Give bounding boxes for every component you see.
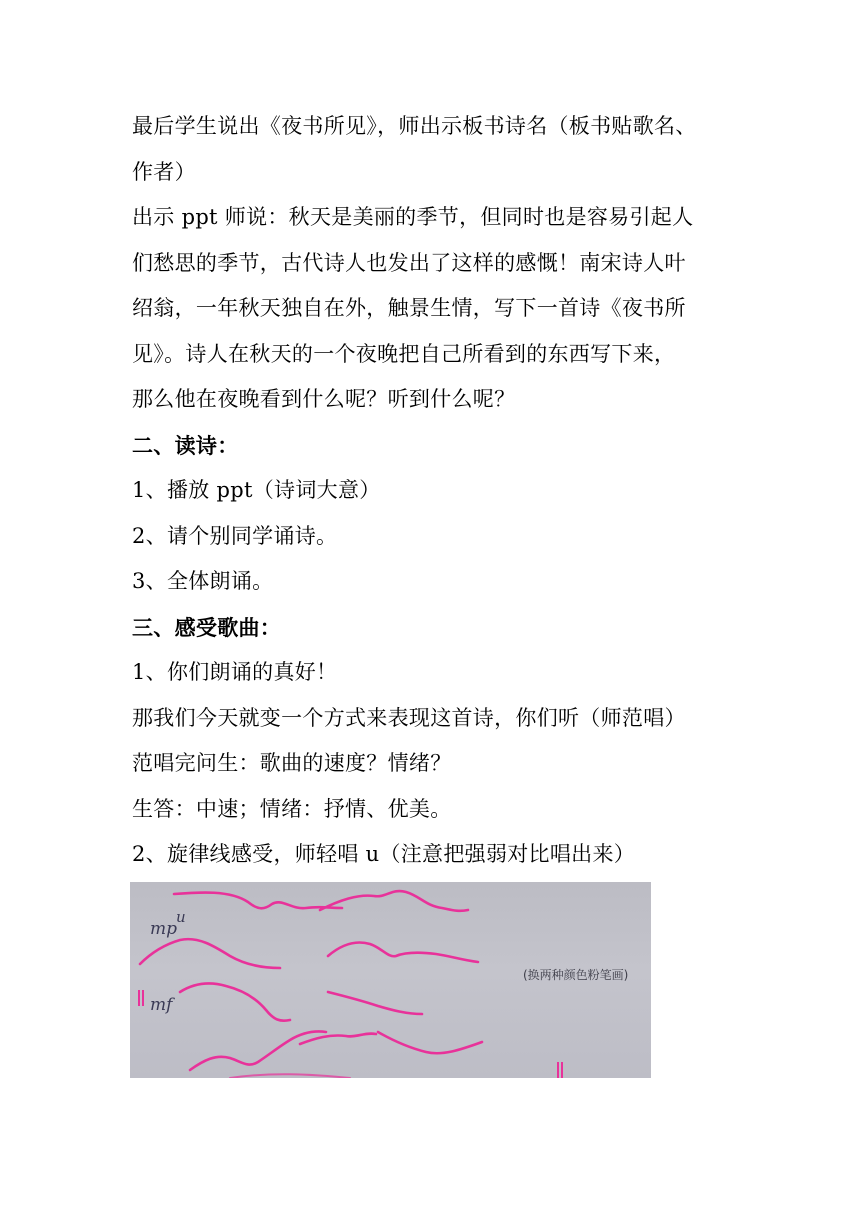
melody-line-1a [174,892,342,908]
melody-line-4b [300,1034,376,1044]
melody-line-4a [190,1031,326,1070]
paragraph-line: 见》。诗人在秋天的一个夜晚把自己所看到的东西写下来， [132,341,676,366]
paragraph-line: 1、你们朗诵的真好！ [132,660,338,684]
note-two-colors: (换两种颜色粉笔画) [523,968,629,982]
melody-line-4c [378,1032,482,1053]
melody-line-3a [180,984,290,1021]
paragraph-line: 绍翁，一年秋天独自在外，触景生情，写下一首诗《夜书所 [132,296,686,320]
document-body [132,104,732,878]
melody-line-2b [328,943,478,963]
melody-line-5-fragment [230,1074,350,1078]
paragraph-line: 出示 ppt 师说：秋天是美丽的季节，但同时也是容易引起人 [132,205,694,229]
list-item: 1、播放 ppt（诗词大意） [132,478,381,502]
paragraph-line: 最后学生说出《夜书所见》，师出示板书诗名（板书贴歌名、 [132,114,697,138]
paragraph-line: 们愁思的季节，古代诗人也发出了这样的感慨！南宋诗人叶 [132,250,686,275]
list-item: 3、全体朗诵。 [132,569,274,593]
melody-line-drawing [130,882,651,1078]
pink-mark-right [558,1062,562,1078]
melody-line-photo [130,882,651,1078]
label-mf: mf [150,995,173,1015]
paragraph-line: 那么他在夜晚看到什么呢？听到什么呢？ [132,387,516,411]
section-heading-feel-song: 三、感受歌曲： [132,614,282,640]
label-u: u [176,908,186,926]
paragraph-line: 作者） [132,159,196,184]
melody-line-2a [140,939,280,968]
paragraph-line: 那我们今天就变一个方式来表现这首诗，你们听（师范唱） [132,705,686,730]
list-item: 2、请个别同学诵诗。 [132,523,338,548]
paragraph-line: 2、旋律线感受，师轻唱 u（注意把强弱对比唱出来） [132,842,636,866]
pink-mark-left [139,990,143,1006]
section-heading-read-poem: 二、读诗： [132,432,239,458]
melody-line-3b [328,992,422,1014]
paragraph-line: 生答：中速；情绪：抒情、优美。 [132,796,452,821]
paragraph-line: 范唱完问生：歌曲的速度？情绪？ [132,751,452,775]
label-mp: mp [150,919,178,939]
